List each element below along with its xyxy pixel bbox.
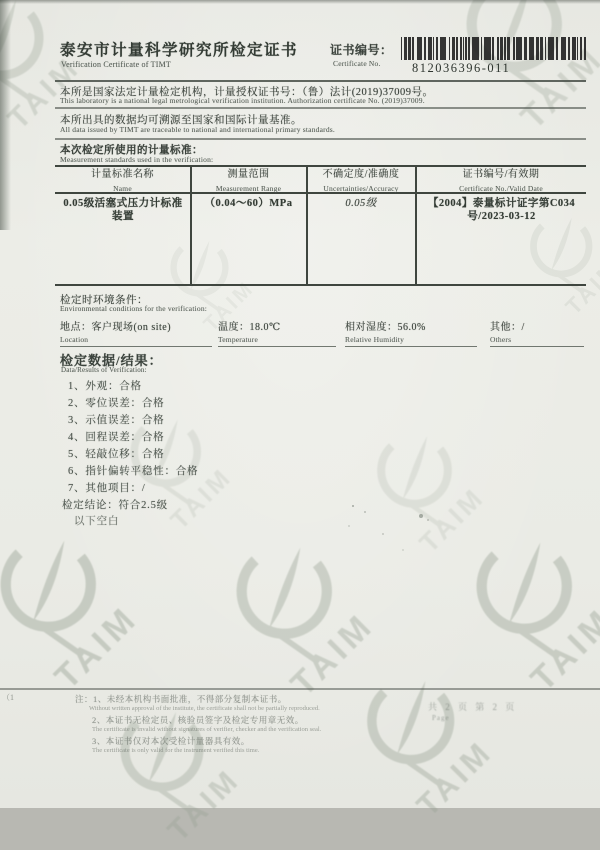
- result-item: 3、示值误差：合格: [68, 415, 165, 426]
- statement-authorization: 本所是国家法定计量检定机构，计量授权证书号：（鲁）法计(2019)37009号。: [60, 87, 434, 98]
- footer-note: 注：1、未经本机构书面批准，不得部分复制本证书。: [75, 694, 287, 704]
- scan-edge-shadow: [0, 0, 11, 230]
- env-field-temperature: 温度：18.0℃ Temperature: [218, 318, 336, 347]
- table-column-divider: [190, 165, 192, 286]
- page-indicator-en: Page: [432, 714, 450, 722]
- table-cell-standard-name: 0.05级活塞式压力计标准装置: [63, 198, 183, 222]
- env-field-others: 其他：/ Others: [490, 318, 584, 347]
- footer-note: 2、本证书无检定员、核验员签字及检定专用章无效。: [92, 715, 304, 725]
- table-cell-range: （0.04～60）MPa: [204, 198, 293, 209]
- cert-no-label-en: Certificate No.: [333, 59, 381, 68]
- cert-no-label: 证书编号：: [330, 43, 393, 57]
- table-header-name: 计量标准名称 Name: [91, 169, 154, 193]
- corner-mark: （1: [2, 693, 14, 702]
- result-item: 1、外观：合格: [68, 381, 142, 392]
- verification-conclusion: 检定结论：符合2.5级: [62, 500, 168, 511]
- scan-speckles: [352, 505, 354, 507]
- environment-title-en: Environmental conditions for the verification:: [60, 304, 208, 313]
- table-cell-certificate: 【2004】泰量标计证字第C034号/2023-03-12: [427, 198, 576, 222]
- taim-watermark: [227, 534, 400, 707]
- table-border-top: [55, 165, 586, 167]
- scan-edge-shadow: [0, 0, 600, 4]
- certificate-title: 泰安市计量科学研究所检定证书: [60, 42, 299, 59]
- cert-no-value: 812036396-011: [412, 61, 511, 75]
- statement-authorization-en: This laboratory is a national legal metrological verification institution. Authorization certificate No. (2019)37009.: [60, 96, 425, 105]
- env-field-humidity: 相对湿度：56.0% Relative Humidity: [345, 318, 477, 347]
- footer-note-en: Without written approval of the institute, the certificate shall not be partially reproduced.: [89, 705, 320, 712]
- footer-note-en: The certificate is invalid without signatures of verifier, checker and the verification seal.: [92, 726, 322, 733]
- blank-below-note: 以下空白: [74, 516, 120, 527]
- taim-watermark: [370, 426, 505, 561]
- footer-note: 3、本证书仅对本次受检计量器具有效。: [92, 736, 250, 746]
- certificate-title-en: Verification Certificate of TIMT: [61, 60, 171, 69]
- table-header-uncertainty: 不确定度/准确度 Uncertainties/Accuracy: [322, 169, 400, 193]
- footer-notes: [75, 693, 395, 754]
- table-column-divider: [415, 165, 417, 286]
- footer-divider: [0, 688, 600, 690]
- standards-section-title-en: Measurement standards used in the verification:: [60, 155, 214, 164]
- table-header-certificate: 证书编号/有效期 Certificate No./Valid Date: [459, 169, 543, 193]
- page-indicator: 共 2 页 第 2 页: [428, 702, 518, 712]
- table-column-divider: [306, 165, 308, 286]
- divider: [55, 80, 586, 82]
- divider: [55, 107, 586, 109]
- result-item: 4、回程误差：合格: [68, 432, 165, 443]
- certificate-barcode: [400, 37, 586, 60]
- results-title-en: Data/Results of Verification:: [61, 366, 147, 374]
- environment-title: 检定时环境条件：: [60, 295, 148, 306]
- result-item: 2、零位误差：合格: [68, 398, 165, 409]
- result-item: 7、其他项目：/: [68, 483, 146, 494]
- table-border-bottom: [55, 284, 586, 286]
- result-item: 6、指针偏转平稳性：合格: [68, 466, 199, 477]
- taim-watermark: [467, 529, 600, 702]
- table-header-range: 测量范围 Measurement Range: [215, 169, 282, 193]
- divider: [55, 138, 586, 140]
- standards-section-title: 本次检定所使用的计量标准：: [60, 145, 203, 156]
- table-cell-accuracy: 0.05级: [345, 198, 377, 209]
- taim-watermark: [524, 209, 600, 322]
- statement-traceability: 本所出具的数据均可溯源至国家和国际计量基准。: [60, 115, 302, 126]
- footer-note-en: The certificate is only valid for the instrument verified this time.: [92, 747, 260, 754]
- env-field-location: 地点：客户现场(on site) Location: [60, 318, 212, 347]
- taim-watermark: [0, 527, 163, 700]
- result-item: 5、轻敲位移：合格: [68, 449, 165, 460]
- statement-traceability-en: All data issued by TIMT are traceable to national and international primary standards.: [60, 125, 335, 134]
- results-title: 检定数据/结果：: [60, 353, 163, 368]
